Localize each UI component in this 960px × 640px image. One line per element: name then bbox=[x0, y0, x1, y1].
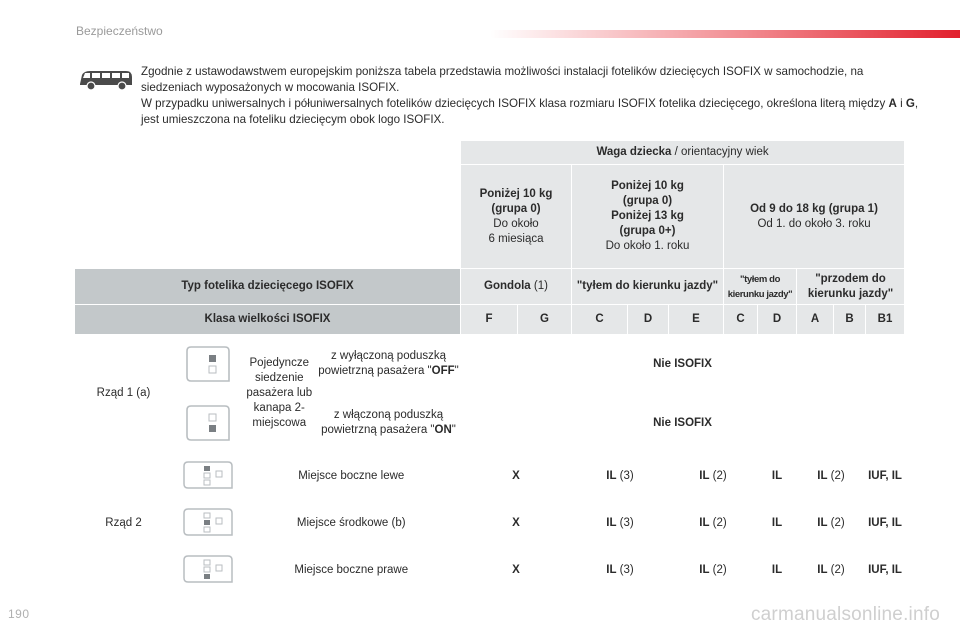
forward-facing-header: "przodem do kierunku jazdy" bbox=[797, 269, 905, 305]
row1-label: Rząd 1 (a) bbox=[75, 335, 173, 453]
row2-right-d: IL (2) bbox=[797, 547, 866, 594]
size-class-cell: C bbox=[572, 305, 628, 335]
row1-seat-desc: Pojedyncze siedzenie pasażera lub kanapa 2-miejscowa bbox=[243, 335, 317, 453]
weight-col-group0: Poniżej 10 kg (grupa 0) Do około 6 miesiąca bbox=[461, 165, 572, 269]
row2-right-rear-de: IL (2) bbox=[669, 547, 758, 594]
seat-type-label: Typ fotelika dziecięcego ISOFIX bbox=[75, 269, 461, 305]
intro-text bbox=[141, 64, 921, 128]
row2-middle-c: IL bbox=[758, 500, 797, 547]
row2-middle-forward: IUF, IL bbox=[866, 500, 905, 547]
car-front-seat-icon bbox=[185, 402, 231, 444]
isofix-table bbox=[74, 140, 905, 594]
row2-seat-right-name: Miejsce boczne prawe bbox=[243, 547, 461, 594]
row2-middle-rear-fg: IL (3) bbox=[572, 500, 669, 547]
row1-airbag-on: z włączoną poduszką powietrzną pasażera "ON" bbox=[317, 394, 461, 453]
page-number: 190 bbox=[8, 607, 30, 621]
van-icon bbox=[78, 66, 134, 92]
row2-left-forward: IUF, IL bbox=[866, 453, 905, 500]
row2-right-forward: IUF, IL bbox=[866, 547, 905, 594]
size-class-cell: B bbox=[834, 305, 866, 335]
size-class-cell: C bbox=[724, 305, 758, 335]
row2-left-gondola: X bbox=[461, 453, 572, 500]
car-rear-seat-right-icon bbox=[182, 554, 234, 586]
row2-left-rear-de: IL (2) bbox=[669, 453, 758, 500]
header-accent-bar bbox=[490, 30, 960, 38]
row2-right-gondola: X bbox=[461, 547, 572, 594]
size-class-cell: E bbox=[669, 305, 724, 335]
size-class-cell: B1 bbox=[866, 305, 905, 335]
row2-seat-middle-name: Miejsce środkowe (b) bbox=[243, 500, 461, 547]
car-rear-seat-left-icon bbox=[182, 460, 234, 492]
row2-seat-left-name: Miejsce boczne lewe bbox=[243, 453, 461, 500]
car-front-seat-icon bbox=[185, 343, 231, 385]
rear-facing-header-small: "tyłem do kierunku jazdy" bbox=[724, 269, 797, 305]
section-title: Bezpieczeństwo bbox=[76, 24, 163, 38]
car-rear-seat-middle-icon bbox=[182, 507, 234, 539]
row2-icon-cell bbox=[173, 547, 243, 594]
row2-label: Rząd 2 bbox=[75, 453, 173, 594]
size-class-cell: G bbox=[518, 305, 572, 335]
row1-not-isofix-off: Nie ISOFIX bbox=[461, 335, 905, 394]
row2-left-rear-fg: IL (3) bbox=[572, 453, 669, 500]
row1-icon-cell-2 bbox=[173, 394, 243, 453]
size-class-cell: D bbox=[758, 305, 797, 335]
weight-col-group0plus: Poniżej 10 kg (grupa 0) Poniżej 13 kg (grupa 0+) Do około 1. roku bbox=[572, 165, 724, 269]
gondola-header: Gondola (1) bbox=[461, 269, 572, 305]
weight-col-group1: Od 9 do 18 kg (grupa 1) Od 1. do około 3. roku bbox=[724, 165, 905, 269]
watermark: carmanualsonline.info bbox=[750, 604, 940, 625]
row1-airbag-off: z wyłączoną poduszką powietrzną pasażera "OFF" bbox=[317, 335, 461, 394]
row2-right-c: IL bbox=[758, 547, 797, 594]
row2-left-d: IL (2) bbox=[797, 453, 866, 500]
row2-icon-cell bbox=[173, 453, 243, 500]
row2-left-c: IL bbox=[758, 453, 797, 500]
size-class-cell: F bbox=[461, 305, 518, 335]
rear-facing-header: "tyłem do kierunku jazdy" bbox=[572, 269, 724, 305]
weight-header: Waga dziecka / orientacyjny wiek bbox=[461, 141, 905, 165]
row1-not-isofix-on: Nie ISOFIX bbox=[461, 394, 905, 453]
row2-right-rear-fg: IL (3) bbox=[572, 547, 669, 594]
row2-middle-gondola: X bbox=[461, 500, 572, 547]
size-class-cell: D bbox=[628, 305, 669, 335]
intro-paragraph-2: W przypadku uniwersalnych i półuniwersalnych fotelików dziecięcych ISOFIX klasa rozmiaru ISOFIX fotelika dziecięcego, określona literą między A i G, jest umieszczona na foteliku dziecięcym obok logo ISOFIX. bbox=[141, 97, 919, 126]
row2-middle-d: IL (2) bbox=[797, 500, 866, 547]
row1-icon-cell bbox=[173, 335, 243, 394]
size-class-label: Klasa wielkości ISOFIX bbox=[75, 305, 461, 335]
row2-icon-cell bbox=[173, 500, 243, 547]
intro-paragraph-1: Zgodnie z ustawodawstwem europejskim poniższa tabela przedstawia możliwości instalacji fotelików dziecięcych ISOFIX w samochodzie, na siedzeniach wyposażonych w mocowania ISOFIX. bbox=[141, 65, 864, 94]
row2-middle-rear-de: IL (2) bbox=[669, 500, 758, 547]
size-class-cell: A bbox=[797, 305, 834, 335]
